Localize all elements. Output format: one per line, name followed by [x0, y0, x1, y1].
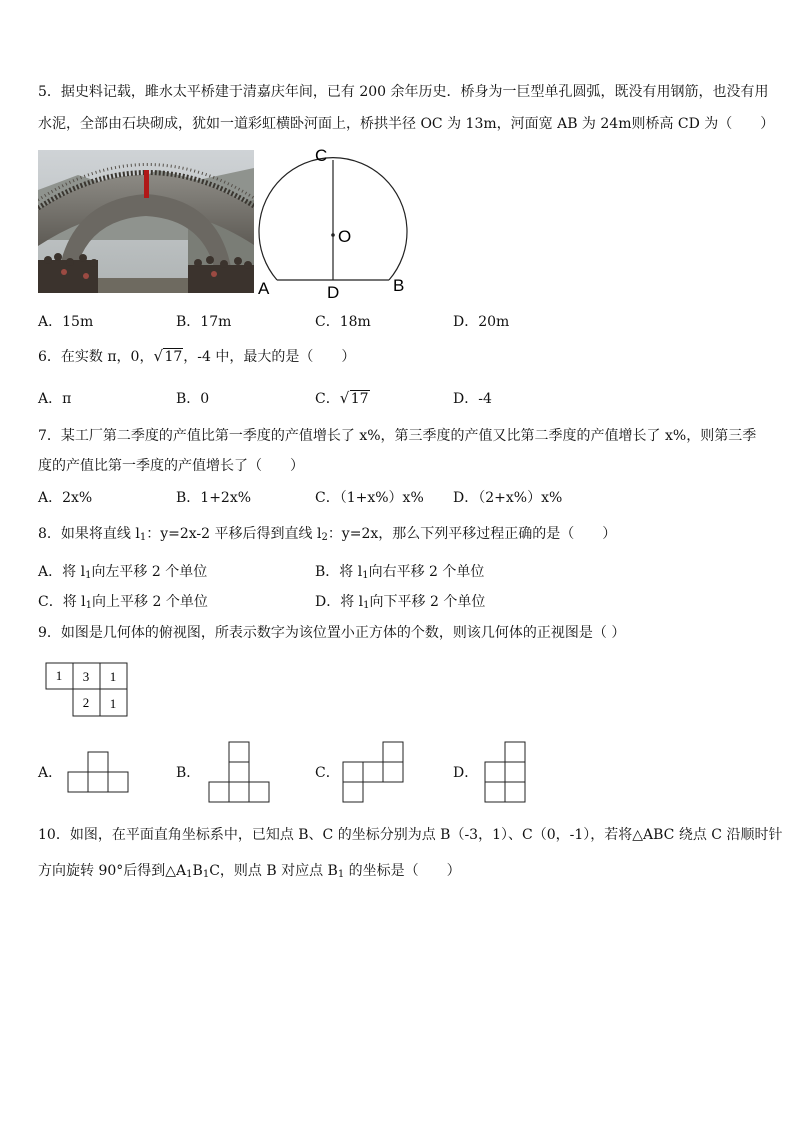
q9-option-c[interactable] — [315, 764, 340, 782]
option-text: 向上平移 2 个单位 — [92, 594, 208, 610]
subscript: 2 — [321, 532, 328, 543]
subscript: 1 — [186, 869, 193, 880]
q5-stem-line1: 5．据史料记载，雎水太平桥建于清嘉庆年间，已有 200 余年历史．桥身为一巨型单孔圆弧，既没有用钢筋，也没有用 — [38, 84, 769, 100]
q6-option-b[interactable] — [176, 390, 209, 408]
option-letter: B． — [315, 564, 340, 580]
q6-stem — [38, 348, 355, 366]
option-text: π — [62, 391, 72, 407]
option-letter: B． — [176, 391, 201, 407]
option-text: 0 — [200, 391, 210, 407]
option-text: 向左平移 2 个单位 — [91, 564, 208, 580]
top-view-cell: 1 — [109, 669, 117, 684]
q7-option-b[interactable] — [176, 489, 251, 507]
q7-stem-line2: 度的产值比第一季度的产值增长了（ ） — [38, 458, 304, 474]
subscript: 1 — [85, 600, 93, 611]
q9-option-a[interactable] — [38, 764, 62, 782]
option-letter: A． — [38, 490, 63, 506]
option-letter: C． — [315, 765, 340, 781]
radicand: 17 — [350, 391, 369, 407]
radical-sign-icon: √ — [153, 347, 164, 365]
option-text: 18m — [339, 314, 371, 330]
sqrt-17 — [340, 390, 370, 408]
option-letter: C． — [315, 490, 340, 506]
q10-stem-line1: 10．如图，在平面直角坐标系中，已知点 B、C 的坐标分别为点 B（-3，1）、C（0，-1），若将△ABC 绕点 C 沿顺时针 — [38, 827, 783, 843]
bridge-photo — [38, 150, 254, 293]
q6-stem-b: ，-4 中，最大的是（ ） — [183, 349, 356, 365]
option-letter: A． — [38, 391, 63, 407]
q6-stem-a: 6．在实数 π，0， — [38, 349, 154, 365]
q8-option-b[interactable] — [315, 563, 484, 585]
option-letter: A． — [38, 765, 63, 781]
option-letter: C． — [38, 594, 63, 610]
q5-option-a[interactable] — [38, 313, 93, 331]
option-text: 将 l — [339, 564, 363, 580]
q8-option-c[interactable] — [38, 593, 208, 615]
option-letter: A． — [38, 564, 63, 580]
q9-stem: 9．如图是几何体的俯视图，所表示数字为该位置小正方体的个数，则该几何体的正视图是（ ） — [38, 625, 626, 641]
q10-text: C，则点 B 对应点 B — [209, 863, 338, 879]
option-text: 1+2x% — [200, 490, 252, 506]
subscript: 1 — [362, 570, 369, 581]
option-letter: C． — [315, 314, 340, 330]
radicand: 17 — [164, 349, 183, 365]
q8-stem-a: 8．如果将直线 l — [38, 526, 140, 542]
q10-text: B — [192, 863, 203, 879]
option-letter: D． — [453, 314, 479, 330]
label-A: A — [258, 279, 270, 298]
top-view-grid — [45, 662, 129, 722]
q7-option-a[interactable] — [38, 489, 92, 507]
option-letter: B． — [176, 314, 201, 330]
option-text: 将 l — [62, 564, 86, 580]
option-text: 向下平移 2 个单位 — [369, 594, 486, 610]
q7-stem-line1: 7．某工厂第二季度的产值比第一季度的产值增长了 x%，第三季度的产值又比第二季度的产值增长了 x%，则第三季 — [38, 428, 757, 444]
option-text: 将 l — [62, 594, 86, 610]
q5-option-c[interactable] — [315, 313, 371, 331]
option-text: 2x% — [62, 490, 93, 506]
q6-option-d[interactable] — [453, 390, 492, 408]
q10-text: 的坐标是（ ） — [344, 863, 461, 879]
option-text: （2+x%）x% — [478, 490, 563, 506]
q5-option-b[interactable] — [176, 313, 231, 331]
option-text: 17m — [200, 314, 232, 330]
top-view-cell: 3 — [82, 669, 90, 684]
q8-stem-c: ：y=2x，那么下列平移过程正确的是（ ） — [327, 526, 617, 542]
q6-option-c[interactable] — [315, 390, 370, 408]
label-O: O — [338, 227, 352, 246]
q9-option-d-figure[interactable] — [484, 740, 528, 808]
option-text: -4 — [478, 391, 492, 407]
option-letter: B． — [176, 490, 201, 506]
arch-diagram — [255, 145, 415, 304]
label-C: C — [315, 146, 328, 165]
option-text: 向右平移 2 个单位 — [368, 564, 485, 580]
q5-stem-line2: 水泥，全部由石块砌成，犹如一道彩虹横卧河面上，桥拱半径 OC 为 13m，河面宽 AB 为 24m则桥高 CD 为（ ） — [38, 116, 775, 132]
q6-option-a[interactable] — [38, 390, 71, 408]
top-view-cell: 1 — [109, 696, 117, 711]
option-letter: D． — [315, 594, 341, 610]
option-letter: C． — [315, 391, 340, 407]
option-text: 将 l — [340, 594, 364, 610]
radical-sign-icon: √ — [339, 389, 350, 407]
q9-option-c-figure[interactable] — [342, 740, 406, 808]
q5-option-d[interactable] — [453, 313, 509, 331]
top-view-cell: 2 — [82, 695, 90, 710]
option-letter: B． — [176, 765, 201, 781]
label-D: D — [327, 283, 340, 300]
subscript: 1 — [363, 600, 370, 611]
subscript: 1 — [337, 869, 345, 880]
q8-option-a[interactable] — [38, 563, 207, 585]
option-letter: D． — [453, 391, 479, 407]
option-text: 20m — [478, 314, 510, 330]
option-text: 15m — [62, 314, 94, 330]
q7-option-d[interactable] — [453, 489, 562, 507]
subscript: 1 — [139, 532, 147, 543]
option-text: （1+x%）x% — [339, 490, 424, 506]
option-letter: D． — [453, 490, 479, 506]
q9-option-b[interactable] — [176, 764, 200, 782]
subscript: 1 — [202, 869, 210, 880]
sqrt-17 — [153, 348, 183, 366]
q7-option-c[interactable] — [315, 489, 424, 507]
subscript: 1 — [85, 570, 92, 581]
q8-option-d[interactable] — [315, 593, 485, 615]
option-letter: A． — [38, 314, 63, 330]
q8-stem — [38, 525, 616, 547]
option-letter: D． — [453, 765, 479, 781]
q9-option-d[interactable] — [453, 764, 478, 782]
q8-stem-b: ：y=2x-2 平移后得到直线 l — [146, 526, 322, 542]
q9-option-b-figure[interactable] — [208, 740, 270, 808]
q9-option-a-figure[interactable] — [67, 750, 129, 798]
top-view-cell: 1 — [55, 668, 63, 683]
q10-stem-line2 — [38, 862, 461, 884]
q10-text: 方向旋转 90°后得到△A — [38, 863, 187, 879]
label-B: B — [393, 276, 405, 295]
